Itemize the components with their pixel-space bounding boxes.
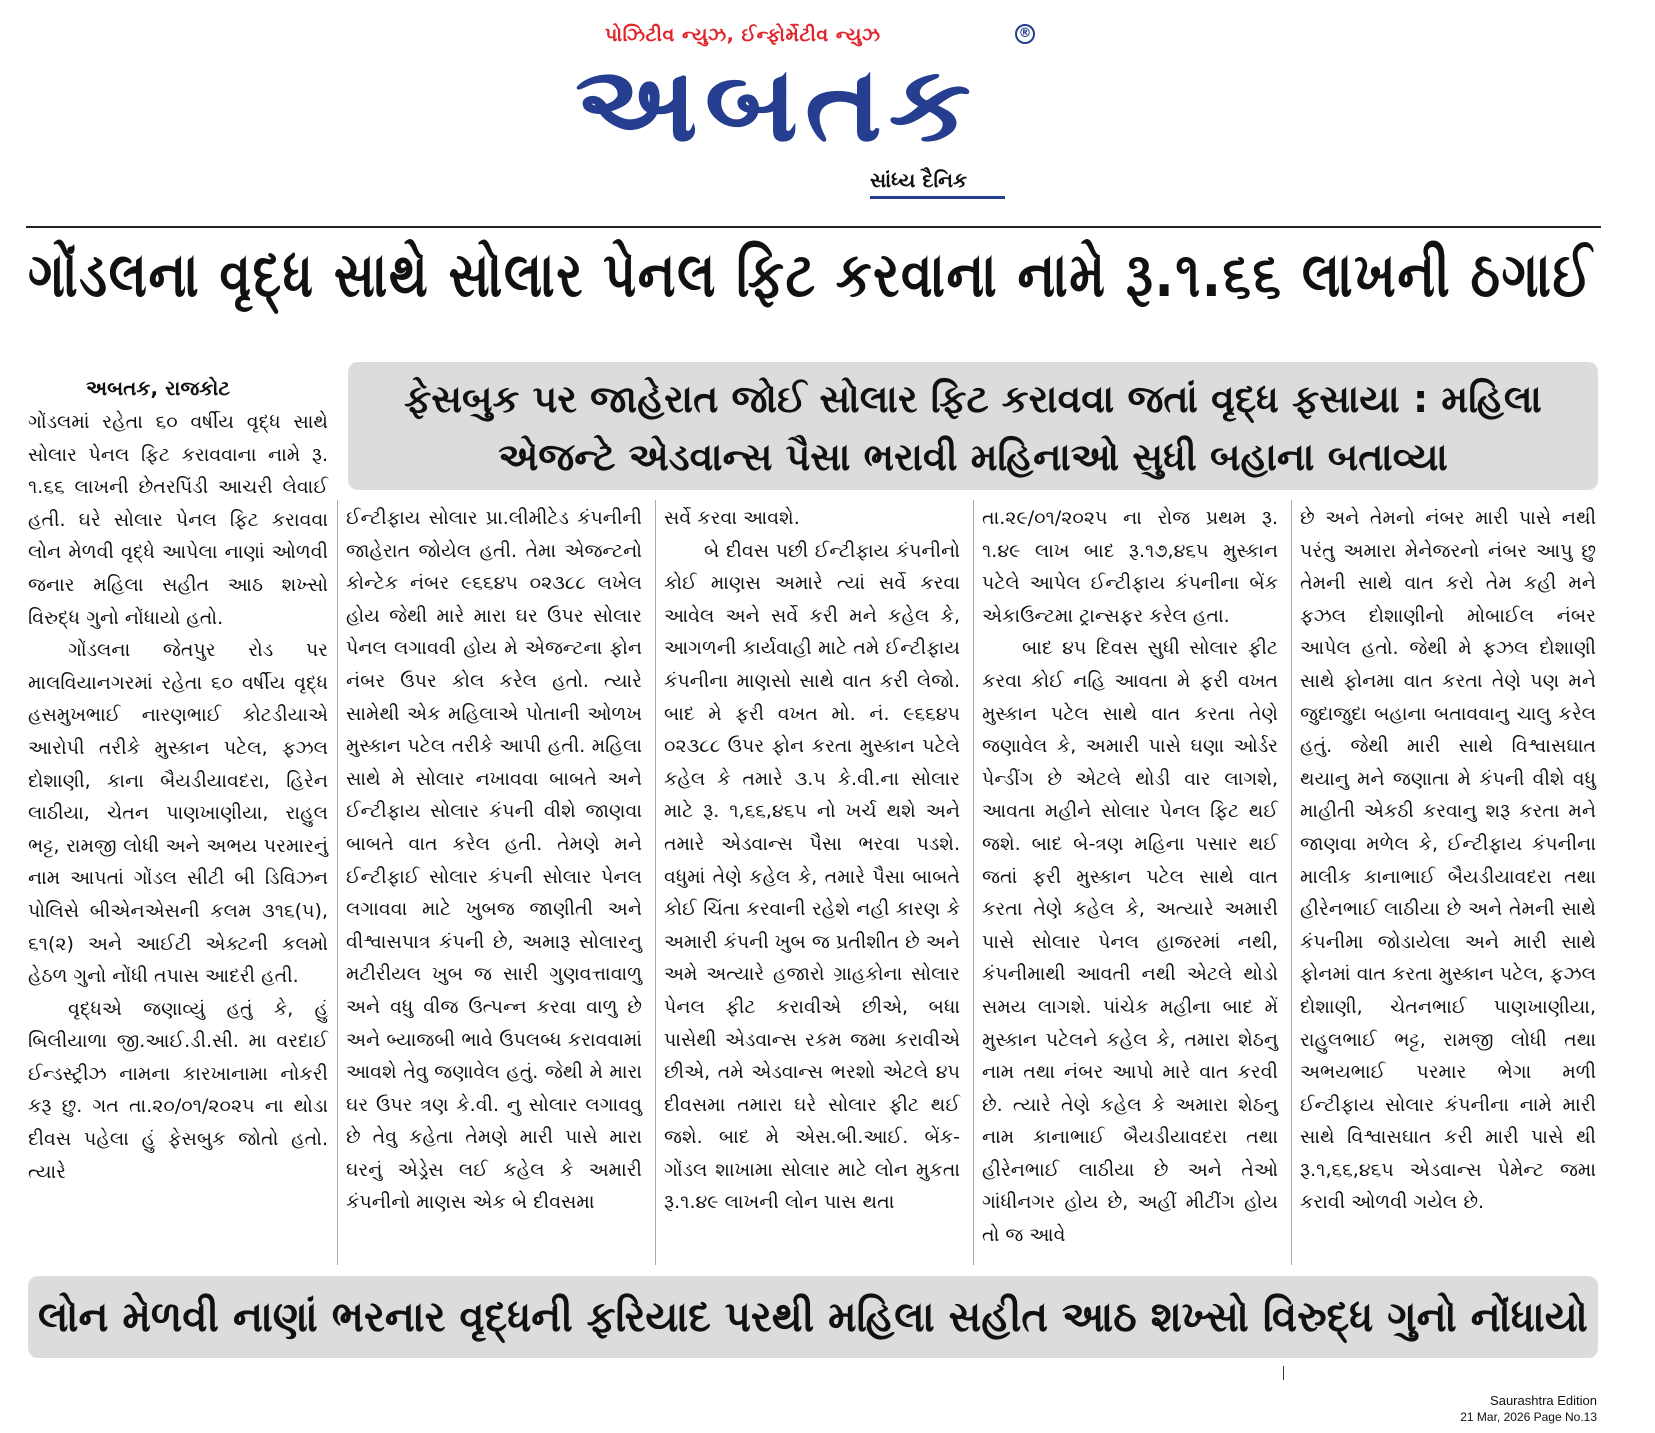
- bottom-subhead-box: [28, 1276, 1598, 1358]
- paragraph: બે દીવસ પછી ઈન્ટીફાય કંપનીનો કોઈ માણસ અમારે ત્યાં સર્વે કરવા આવેલ અને સર્વે કરી મને કહેલ કે, આગળની કાર્યવાહી માટે તમે ઈન્ટીફાય કંપનીના માણસો સાથે વાત કરી લેજો. બાદ મે ફરી વખત મો. નં. ૯૬૬૪૫ ૦૨૩૮૮ ઉપર ફોન કરતા મુસ્કાન પટેલે કહેલ કે તમારે ૩.૫ કે.વી.ના સોલાર માટે રૂ. ૧,૬૬,૪૬૫ નો ખર્ચ થશે અને તમારે એડવાન્સ પૈસા ભરવા પડશે. વધુમાં તેણે કહેલ કે, તમારે પૈસા બાબતે કોઈ ચિંતા કરવાની રહેશે નહી કારણ કે અમારી કંપની ખુબ જ પ્રતીશીત છે અને અમે અત્યારે હજારો ગ્રાહકોના સોલાર પેનલ ફીટ કરાવીએ છીએ, બધા પાસેથી એડવાન્સ રકમ જમા કરાવીએ છીએ, તમે એડવાન્સ ભરશો એટલે ૪૫ દીવસમા તમારા ઘરે સોલાર ફીટ થઈ જશે. બાદ મે એસ.બી.આઈ. બેંક- ગોંડલ શાખામા સોલાર માટે લોન મુકતા રૂ.૧.૪૯ લાખની લોન પાસ થતા: [664, 539, 960, 1214]
- column-divider: [1291, 500, 1292, 1265]
- article-column-1: [28, 406, 328, 1266]
- crop-mark: [1283, 1366, 1284, 1380]
- article-column-5: [1300, 502, 1596, 1264]
- paragraph: ગોંડલના જેતપુર રોડ પર માલવિયાનગરમાં રહેતા ૬૦ વર્ષીય વૃદ્ધ હસમુખભાઈ નારણભાઈ કોટડીયાએ આરોપી તરીકે મુસ્કાન પટેલ, ફઝલ દોશાણી, કાના બૈયડીયાવદરા, હિરેન લાઠીયા, ચેતન પાણખાણીયા, રાહુલ ભટ્ટ, રામજી લોધી અને અભય પરમારનું નામ આપતાં ગોંડલ સીટી બી ડિવિઝન પોલિસે બીએનએસની કલમ ૩૧૬(૫), ૬૧(૨) અને આઈટી એક્ટની કલમો હેઠળ ગુનો નોંધી તપાસ આદરી હતી.: [28, 639, 328, 988]
- subhead-box: [348, 362, 1598, 490]
- paragraph: સર્વે કરવા આવશે.: [664, 507, 800, 529]
- article-column-4: [982, 502, 1278, 1264]
- article-byline: અબતક, રાજકોટ: [86, 376, 231, 400]
- newspaper-logo: અબતક: [575, 43, 978, 165]
- paragraph: ગોંડલમાં રહેતા ૬૦ વર્ષીય વૃદ્ધ સાથે સોલાર પેનલ ફિટ કરાવવાના નામે રૂ. ૧.૬૬ લાખની છેતરપિંડી આચરી લેવાઈ હતી. ઘરે સોલાર પેનલ ફિટ કરાવવા લોન મેળવી વૃદ્ધે આપેલા નાણાં ઓળવી જનાર મહિલા સહીત આઠ શખ્સો વિરુદ્ધ ગુનો નોંધાયો હતો.: [28, 411, 328, 629]
- column-divider: [973, 500, 974, 1265]
- paragraph: તા.૨૯/૦૧/૨૦૨૫ ના રોજ પ્રથમ રૂ. ૧.૪૯ લાખ બાદ રૂ.૧૭,૪૬૫ મુસ્કાન પટેલે આપેલ ઈન્ટીફાય કંપનીના બેંક એકાઉન્ટમા ટ્રાન્સફર કરેલ હતા.: [982, 507, 1278, 627]
- masthead-underline: [870, 196, 1005, 199]
- page-footer: [1460, 1392, 1597, 1425]
- page-top-rule: [26, 226, 1601, 228]
- footer-date-page: 21 Mar, 2026 Page No.13: [1460, 1410, 1597, 1424]
- column-divider: [337, 500, 338, 1265]
- paragraph: વૃદ્ધએ જણાવ્યું હતું કે, હું બિલીયાળા જી.આઈ.ડી.સી. મા વરદાઈ ઈન્ડસ્ટ્રીઝ નામના કારખાનામા નોકરી કરૂ છુ. ગત તા.૨૦/૦૧/૨૦૨૫ ના થોડા દીવસ પહેલા હું ફેસબુક જોતો હતો. ત્યારે: [28, 997, 328, 1183]
- article-headline: ગોંડલના વૃદ્ધ સાથે સોલાર પેનલ ફિટ કરવાના નામે રૂ.૧.૬૬ લાખની ઠગાઈ: [28, 238, 1594, 311]
- article-column-2: [346, 502, 642, 1264]
- paragraph: છે અને તેમનો નંબર મારી પાસે નથી પરંતુ અમારા મેનેજરનો નંબર આપુ છુ તેમની સાથે વાત કરો તેમ કહી મને ફઝલ દોશાણીનો મોબાઈલ નંબર આપેલ હતો. જેથી મે ફઝલ દોશાણી સાથે ફોનમા વાત કરતા તેણે પણ મને જુદાજુદા બહાના બતાવવાનુ ચાલુ કરેલ હતું. જેથી મારી સાથે વિશ્વાસઘાત થયાનુ મને જણાતા મે કંપની વીશે વધુ માહીતી એકઠી કરવાનુ શરૂ કરતા મને જાણવા મળેલ કે, ઈન્ટીફાય કંપનીના માલીક કાનાભાઈ બૈયડીયાવદરા તથા હીરેનભાઈ લાઠીયા છે અને તેમની સાથે કંપનીમા જોડાયેલા અને મારી સાથે ફોનમાં વાત કરતા મુસ્કાન પટેલ, ફઝલ દોશાણી, ચેતનભાઈ પાણખાણીયા, રાહુલભાઈ ભટ્ટ, રામજી લોધી તથા અભયભાઈ પરમાર ભેગા મળી ઈન્ટીફાય સોલાર કંપનીના નામે મારી સાથે વિશ્વાસઘાત કરી મારી પાસે થી રૂ.૧,૬૬,૪૬૫ એડવાન્સ પેમેન્ટ જમા કરાવી ઓળવી ગયેલ છે.: [1300, 507, 1596, 1214]
- paragraph: બાદ ૪૫ દિવસ સુધી સોલાર ફીટ કરવા કોઈ નહિ આવતા મે ફરી વખત મુસ્કાન પટેલ સાથે વાત કરતા તેણે જણાવેલ કે, અમારી પાસે ઘણા ઓર્ડર પેન્ડીંગ છે એટલે થોડી વાર લાગશે, આવતા મહીને સોલાર પેનલ ફિટ થઈ જશે. બાદ બે-ત્રણ મહિના પસાર થઈ જતાં ફરી મુસ્કાન પટેલ સાથે વાત કરતા તેણે કહેલ કે, અત્યારે અમારી પાસે સોલાર પેનલ હાજરમાં નથી, કંપનીમાથી આવતી નથી એટલે થોડો સમય લાગશે. પાંચેક મહીના બાદ મેં મુસ્કાન પટેલને કહેલ કે, તમારા શેઠનુ નામ તથા નંબર આપો મારે વાત કરવી છે. ત્યારે તેણે કહેલ કે અમારા શેઠનુ નામ કાનાભાઈ બૈયડીયાવદરા તથા હીરેનભાઈ લાઠીયા છે અને તેઓ ગાંધીનગર હોય છે, અહીં મીટીંગ હોય તો જ આવે: [982, 637, 1278, 1247]
- registered-mark: ®: [1015, 24, 1035, 44]
- masthead-tagline: પોઝિટીવ ન્યુઝ, ઈન્ફોર્મેટીવ ન્યુઝ: [605, 24, 881, 46]
- masthead-edition-strip: સાંધ્ય દૈનિક: [870, 168, 968, 192]
- article-subhead: ફેસબુક પર જાહેરાત જોઈ સોલાર ફિટ કરાવવા જતાં વૃદ્ધ ફસાયા : મહિલા એજન્ટે એડવાન્સ પૈસા ભરાવી મહિનાઓ સુધી બહાના બતાવ્યા: [404, 377, 1542, 479]
- paragraph: ઈન્ટીફાય સોલાર પ્રા.લીમીટેડ કંપનીની જાહેરાત જોયેલ હતી. તેમા એજન્ટનો કોન્ટેક નંબર ૯૬૬૪૫ ૦૨૩૮૮ લખેલ હોય જેથી મારે મારા ઘર ઉપર સોલાર પેનલ લગાવવી હોય મે એજન્ટના ફોન નંબર ઉપર કોલ કરેલ હતો. ત્યારે સામેથી એક મહિલાએ પોતાની ઓળખ મુસ્કાન પટેલ તરીકે આપી હતી. મહિલા સાથે મે સોલાર નખાવવા બાબતે અને ઈન્ટીફાય સોલાર કંપની વીશે જાણવા બાબતે વાત કરેલ હતી. તેમણે મને ઈન્ટીફાઈ સોલાર કંપની સોલાર પેનલ લગાવવા માટે ખુબજ જાણીતી અને વીશ્વાસપાત્ર કંપની છે, અમારૂ સોલારનુ મટીરીયલ ખુબ જ સારી ગુણવત્તાવાળુ અને વધુ વીજ ઉત્પન્ન કરવા વાળુ છે અને બ્યાજબી ભાવે ઉપલબ્ધ કરાવવામાં આવશે તેવુ જણાવેલ હતું. જેથી મે મારા ઘર ઉપર ત્રણ કે.વી. નુ સોલાર લગાવવુ છે તેવુ કહેતા તેમણે મારી પાસે મારા ઘરનું એડ્રેસ લઈ કહેલ કે અમારી કંપનીનો માણસ એક બે દીવસમા: [346, 507, 642, 1214]
- article-column-3: [664, 502, 960, 1264]
- column-divider: [655, 500, 656, 1265]
- masthead: [575, 18, 1035, 203]
- footer-edition: Saurashtra Edition: [1490, 1393, 1597, 1408]
- bottom-subhead: લોન મેળવી નાણાં ભરનાર વૃદ્ધની ફરિયાદ પરથી મહિલા સહીત આઠ શખ્સો વિરુદ્ધ ગુનો નોંધાયો: [38, 1292, 1588, 1341]
